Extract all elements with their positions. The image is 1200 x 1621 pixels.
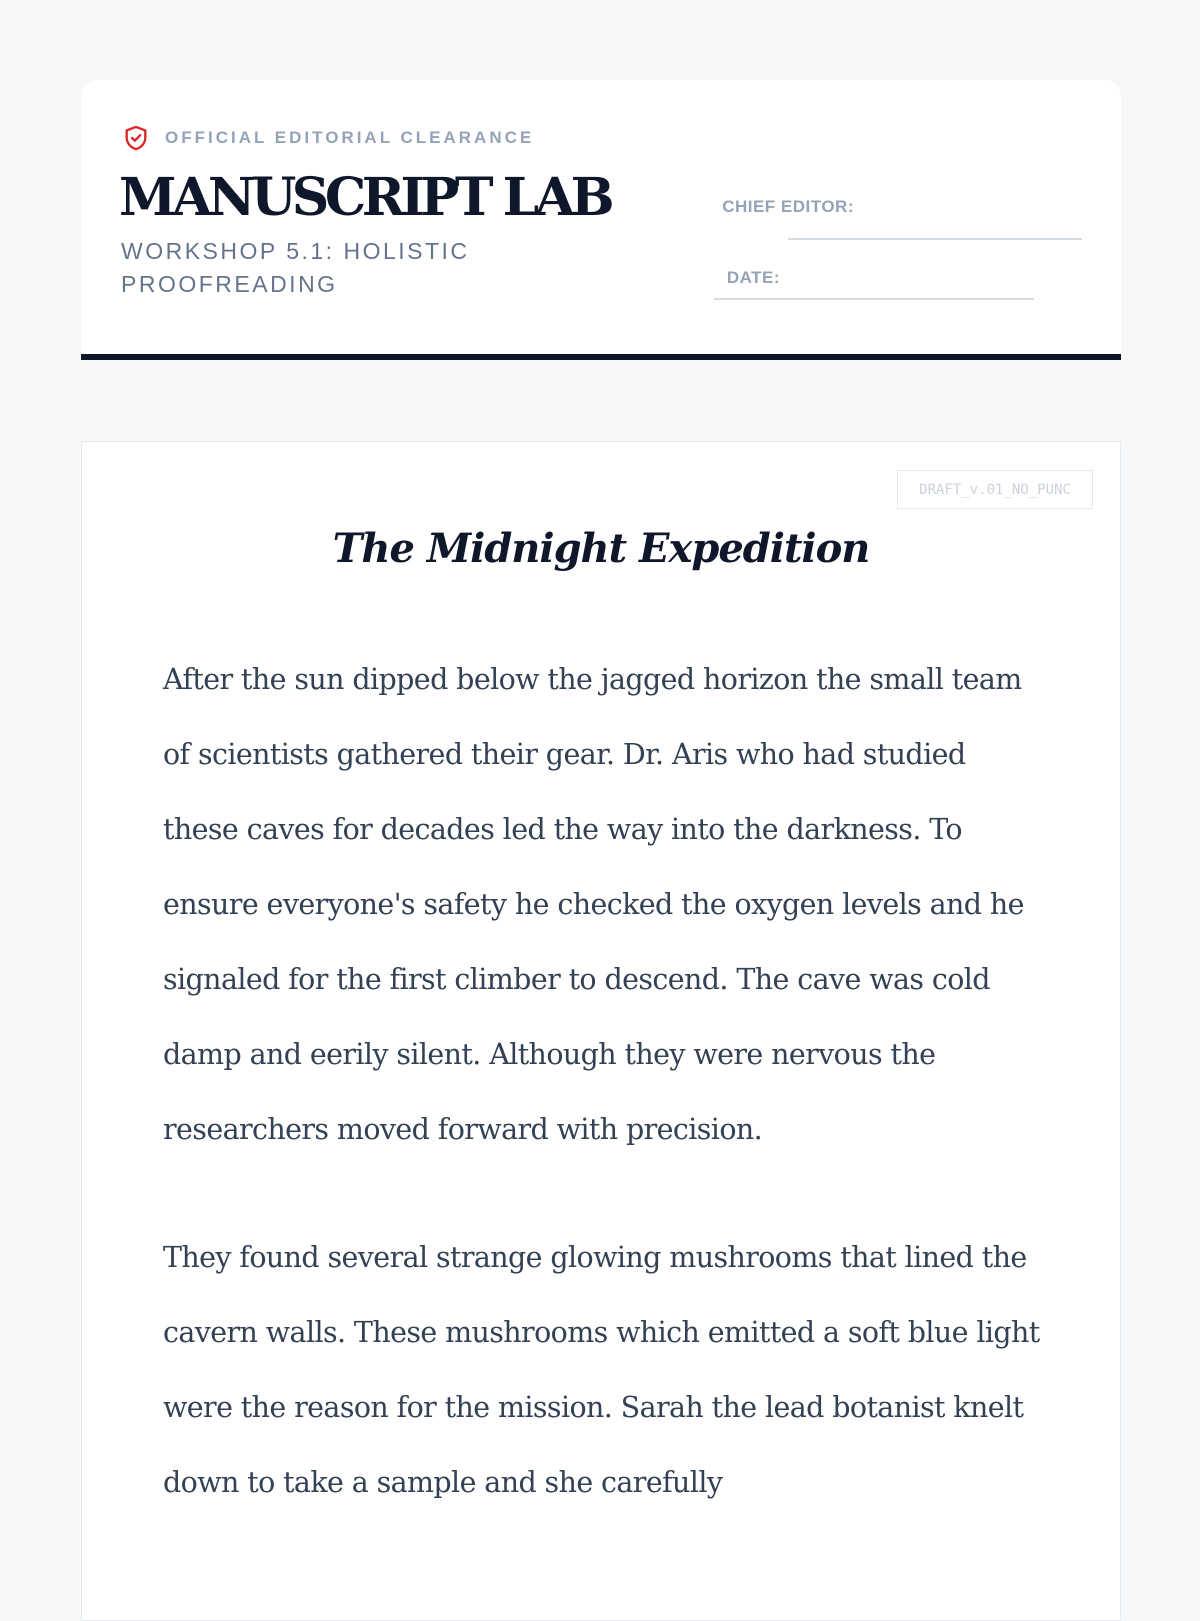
page-title: MANUSCRIPT LAB: [119, 167, 611, 228]
clearance-label: OFFICIAL EDITORIAL CLEARANCE: [165, 128, 535, 147]
header-card: [81, 80, 1121, 360]
shield-check-icon: [122, 123, 150, 153]
story-title: The Midnight Expedition: [332, 525, 870, 572]
story-body: [163, 642, 1043, 1520]
story-paragraph: They found several strange glowing mushrooms that lined the cavern walls. These mushrooms which emitted a soft blue light were the reason for the mission. Sarah the lead botanist knelt down to take a sample and she carefully: [163, 1241, 1040, 1499]
date-label: DATE:: [726, 268, 780, 287]
workshop-subtitle: WORKSHOP 5.1: HOLISTIC PROOFREADING: [121, 238, 470, 297]
clearance-badge: [122, 123, 534, 153]
chief-editor-field[interactable]: [788, 238, 1082, 240]
story-paragraph: After the sun dipped below the jagged horizon the small team of scientists gathered their gear. Dr. Aris who had studied these caves for decades led the way into the darkness. To ensure everyone's safety he checked the oxygen levels and he signaled for the first climber to descend. The cave was cold damp and eerily silent. Although they were nervous the researchers moved forward with precision.: [163, 663, 1024, 1146]
manuscript-card: [81, 441, 1121, 1621]
draft-version-tag: DRAFT_v.01_NO_PUNC: [897, 470, 1093, 509]
chief-editor-label: CHIEF EDITOR:: [722, 197, 854, 216]
date-field[interactable]: [714, 298, 1034, 300]
